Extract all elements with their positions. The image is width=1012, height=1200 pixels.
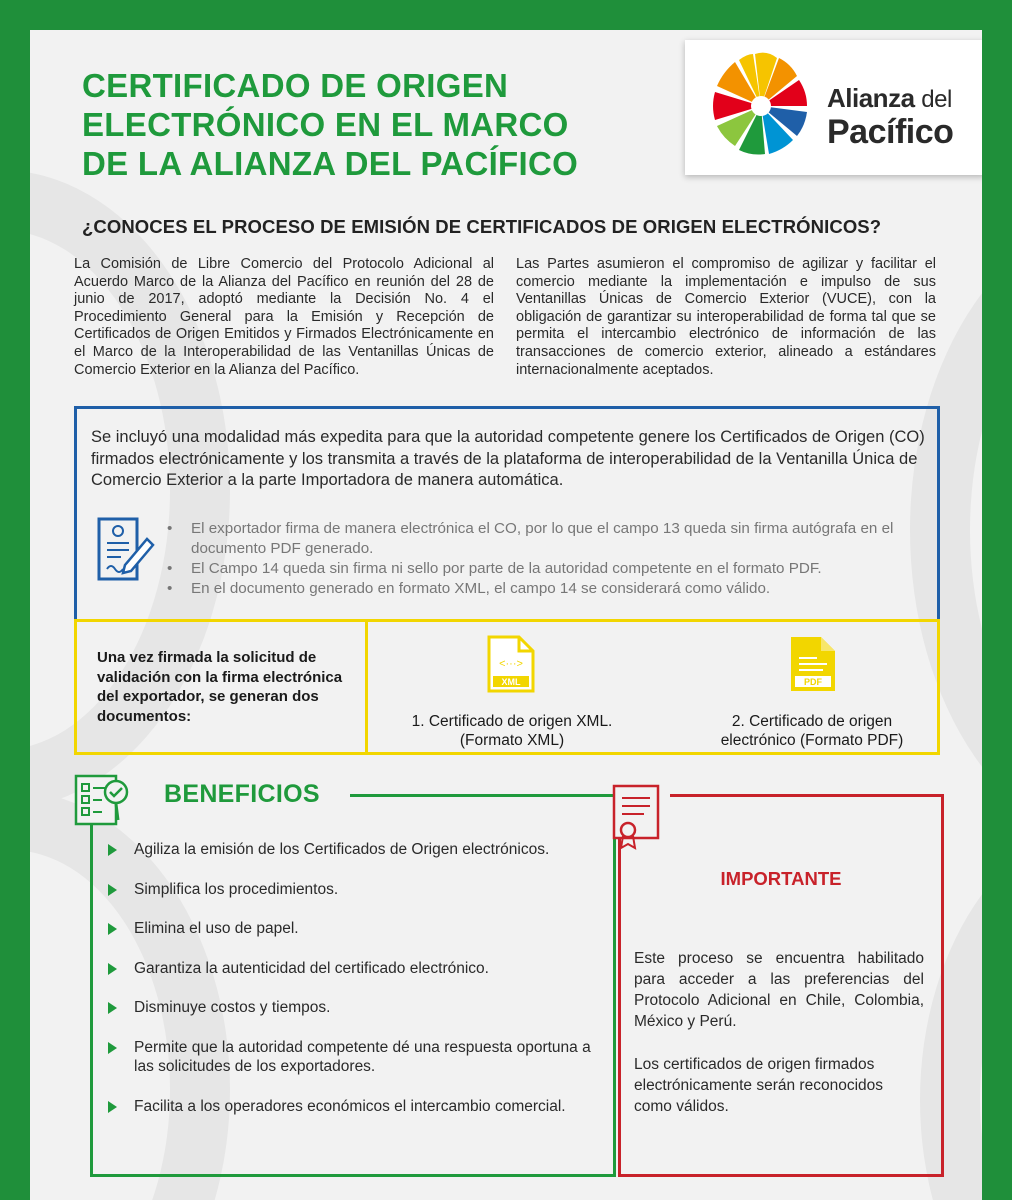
list-item [104,1097,594,1117]
alianza-logo-icon [695,42,825,172]
modalidad-text: Se incluyó una modalidad más expedita para que la autoridad competente genere los Certificados de Origen (CO) firmados electrónicamente y los transmita a través de la plataforma de interoperabilidad de la Ventanilla Única de Comercio Exterior a la parte Importadora de manera automática. [91,428,925,489]
logo-line1: Alianza [827,83,915,113]
signed-document-icon [95,515,155,585]
list-item-text: Simplifica los procedimientos. [134,880,339,898]
list-item-text: Disminuye costos y tiempos. [134,999,331,1016]
list-item [104,840,594,860]
list-item-text: Elimina el uso de papel. [134,920,299,937]
beneficios-top-line [350,794,613,797]
importante-title: IMPORTANTE [720,868,842,889]
triangle-bullet-icon [108,963,117,975]
list-item [104,998,594,1018]
doc2-line2: electrónico (Formato PDF) [720,732,904,749]
document-xml [387,712,637,750]
beneficios-list [104,840,594,1136]
importante-top-line [670,794,941,797]
modalidad-box [74,406,940,621]
list-item [104,1038,594,1077]
title-line: DE LA ALIANZA DEL PACÍFICO [82,145,579,182]
list-item-text: Garantiza la autenticidad del certificado electrónico. [134,959,489,977]
title-line: ELECTRÓNICO EN EL MARCO [82,106,569,143]
doc1-line1: 1. Certificado de origen XML. [411,713,613,730]
pdf-icon-label: PDF [804,677,822,687]
triangle-bullet-icon [108,884,117,896]
beneficios-title: BENEFICIOS [164,780,320,808]
doc1-line2: (Formato XML) [459,732,565,749]
document-pdf [687,712,937,750]
list-item-text: Permite que la autoridad competente dé una respuesta oportuna a las solicitudes de los exportadores. [134,1038,591,1075]
list-item: • En el documento generado en formato XML, el campo 14 se considerará como válido. [167,579,927,599]
checklist-icon [72,768,134,830]
xml-icon-label: XML [501,677,521,687]
importante-paragraph-2: Los certificados de origen firmados electrónicamente serán reconocidos como válidos. [634,1056,883,1115]
page-title [82,66,642,183]
list-item: • El exportador firma de manera electrónica el CO, por lo que el campo 13 queda sin firma autógrafa en el documento PDF generado. [167,519,927,559]
triangle-bullet-icon [108,1042,117,1054]
triangle-bullet-icon [108,923,117,935]
triangle-bullet-icon [108,1101,117,1113]
logo-wordmark [827,84,953,150]
triangle-bullet-icon [108,844,117,856]
logo-line1-small: del [921,86,952,113]
documentos-intro: Una vez firmada la solicitud de validación con la firma electrónica del exportador, se generan dos documentos: [97,649,343,725]
intro-left-paragraph: La Comisión de Libre Comercio del Protocolo Adicional al Acuerdo Marco de la Alianza del Pacífico en reunión del 28 de junio de 2017, adoptó mediante la Decisión No. 4 el Procedimiento General para la Emisión y Recepción de Certificados de Origen Emitidos y Firmados Electrónicamente en el Marco de la Interoperabilidad de las Ventanillas Únicas de Comercio Exterior en la Alianza del Pacífico. [74,256,494,378]
xml-file-icon [485,634,537,694]
pdf-file-icon [787,634,839,694]
modalidad-bullets [167,519,927,599]
list-item [104,959,594,979]
list-item: • El Campo 14 queda sin firma ni sello por parte de la autoridad competente en el formato PDF. [167,559,927,579]
logo-line2: Pacífico [827,113,954,151]
infographic-page [30,30,982,1200]
title-line: CERTIFICADO DE ORIGEN [82,67,509,104]
list-item [104,880,594,900]
doc2-line1: 2. Certificado de origen [731,713,893,730]
triangle-bullet-icon [108,1002,117,1014]
importante-paragraph-1: Este proceso se encuentra habilitado para acceder a las preferencias del Protocolo Adicional en Chile, Colombia, México y Perú. [634,950,924,1030]
logo-card [685,40,982,175]
documentos-box [74,619,940,755]
list-item [104,919,594,939]
section-question: ¿CONOCES EL PROCESO DE EMISIÓN DE CERTIFICADOS DE ORIGEN ELECTRÓNICOS? [82,216,882,237]
divider [365,622,368,752]
list-item-text: Facilita a los operadores económicos el intercambio comercial. [134,1097,566,1115]
svg-text:<···>: <···> [499,658,523,670]
intro-right-paragraph: Las Partes asumieron el compromiso de agilizar y facilitar el comercio mediante la implementación e impulso de sus Ventanillas Únicas de Comercio Exterior (VUCE), con la obligación de garantizar su interoperabilidad de forma tal que se permita el intercambio electrónico de información de las transacciones de comercio exterior, alineado a estándares internacionalmente aceptados. [516,256,936,378]
list-item-text: Agiliza la emisión de los Certificados de Origen electrónicos. [134,841,550,858]
certificate-icon [608,782,664,850]
